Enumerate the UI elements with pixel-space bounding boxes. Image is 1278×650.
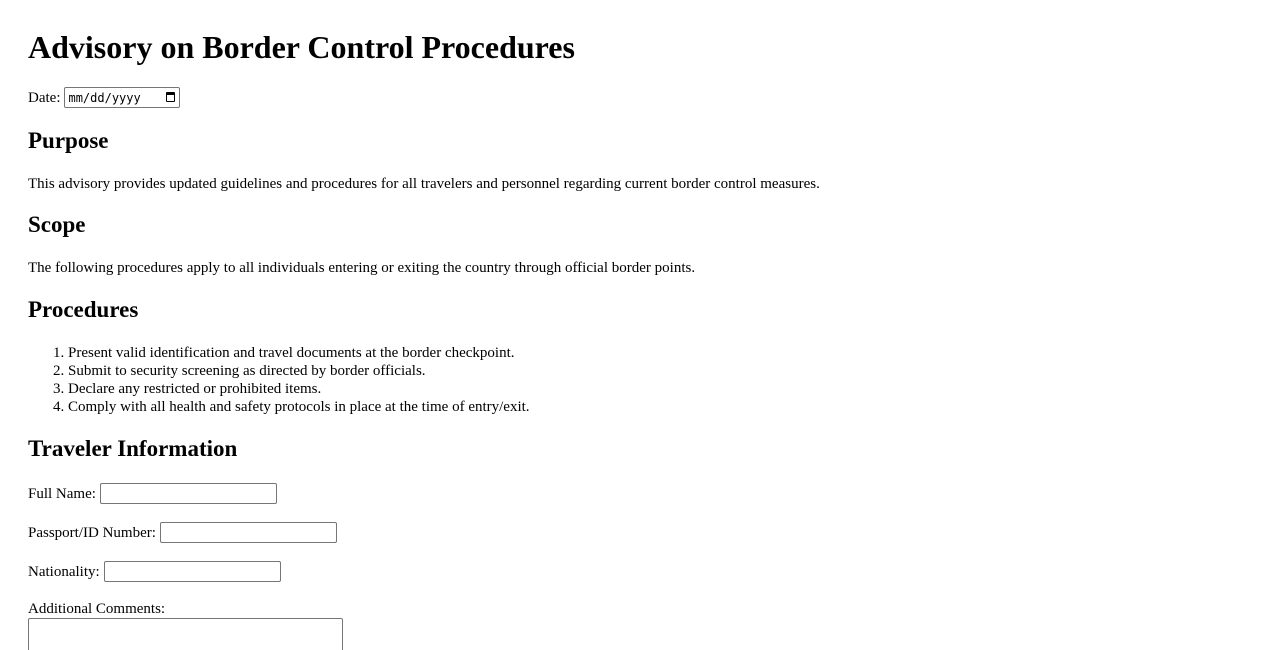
full-name-row xyxy=(28,483,277,504)
passport-input[interactable] xyxy=(160,522,337,543)
procedure-item: 1. Present valid identification and travel documents at the border checkpoint. xyxy=(68,344,530,362)
procedure-item: 2. Submit to security screening as directed by border officials. xyxy=(68,362,530,380)
scope-text: The following procedures apply to all individuals entering or exiting the country through official border points. xyxy=(28,260,696,276)
procedure-item: 4. Comply with all health and safety protocols in place at the time of entry/exit. xyxy=(68,398,530,416)
procedures-list xyxy=(28,344,530,416)
nationality-row xyxy=(28,561,281,582)
passport-row xyxy=(28,522,337,543)
comments-label: Additional Comments: xyxy=(28,601,166,617)
date-label: Date: xyxy=(28,89,61,106)
nationality-label: Nationality: xyxy=(28,563,100,580)
full-name-input[interactable] xyxy=(100,483,277,504)
passport-label: Passport/ID Number: xyxy=(28,524,156,541)
purpose-heading: Purpose xyxy=(28,128,109,153)
full-name-label: Full Name: xyxy=(28,485,96,502)
comments-textarea[interactable] xyxy=(28,618,343,650)
procedures-heading: Procedures xyxy=(28,297,139,322)
page-title: Advisory on Border Control Procedures xyxy=(28,29,575,65)
date-input[interactable] xyxy=(64,87,180,108)
purpose-text: This advisory provides updated guidelines and procedures for all travelers and personnel regarding current border control measures. xyxy=(28,176,820,192)
scope-heading: Scope xyxy=(28,212,86,237)
procedure-item: 3. Declare any restricted or prohibited items. xyxy=(68,380,530,398)
traveler-info-heading: Traveler Information xyxy=(28,436,238,461)
date-row xyxy=(28,87,180,108)
date-placeholder: mm/dd/yyyy xyxy=(68,90,141,105)
nationality-input[interactable] xyxy=(104,561,281,582)
calendar-icon[interactable] xyxy=(166,92,175,102)
